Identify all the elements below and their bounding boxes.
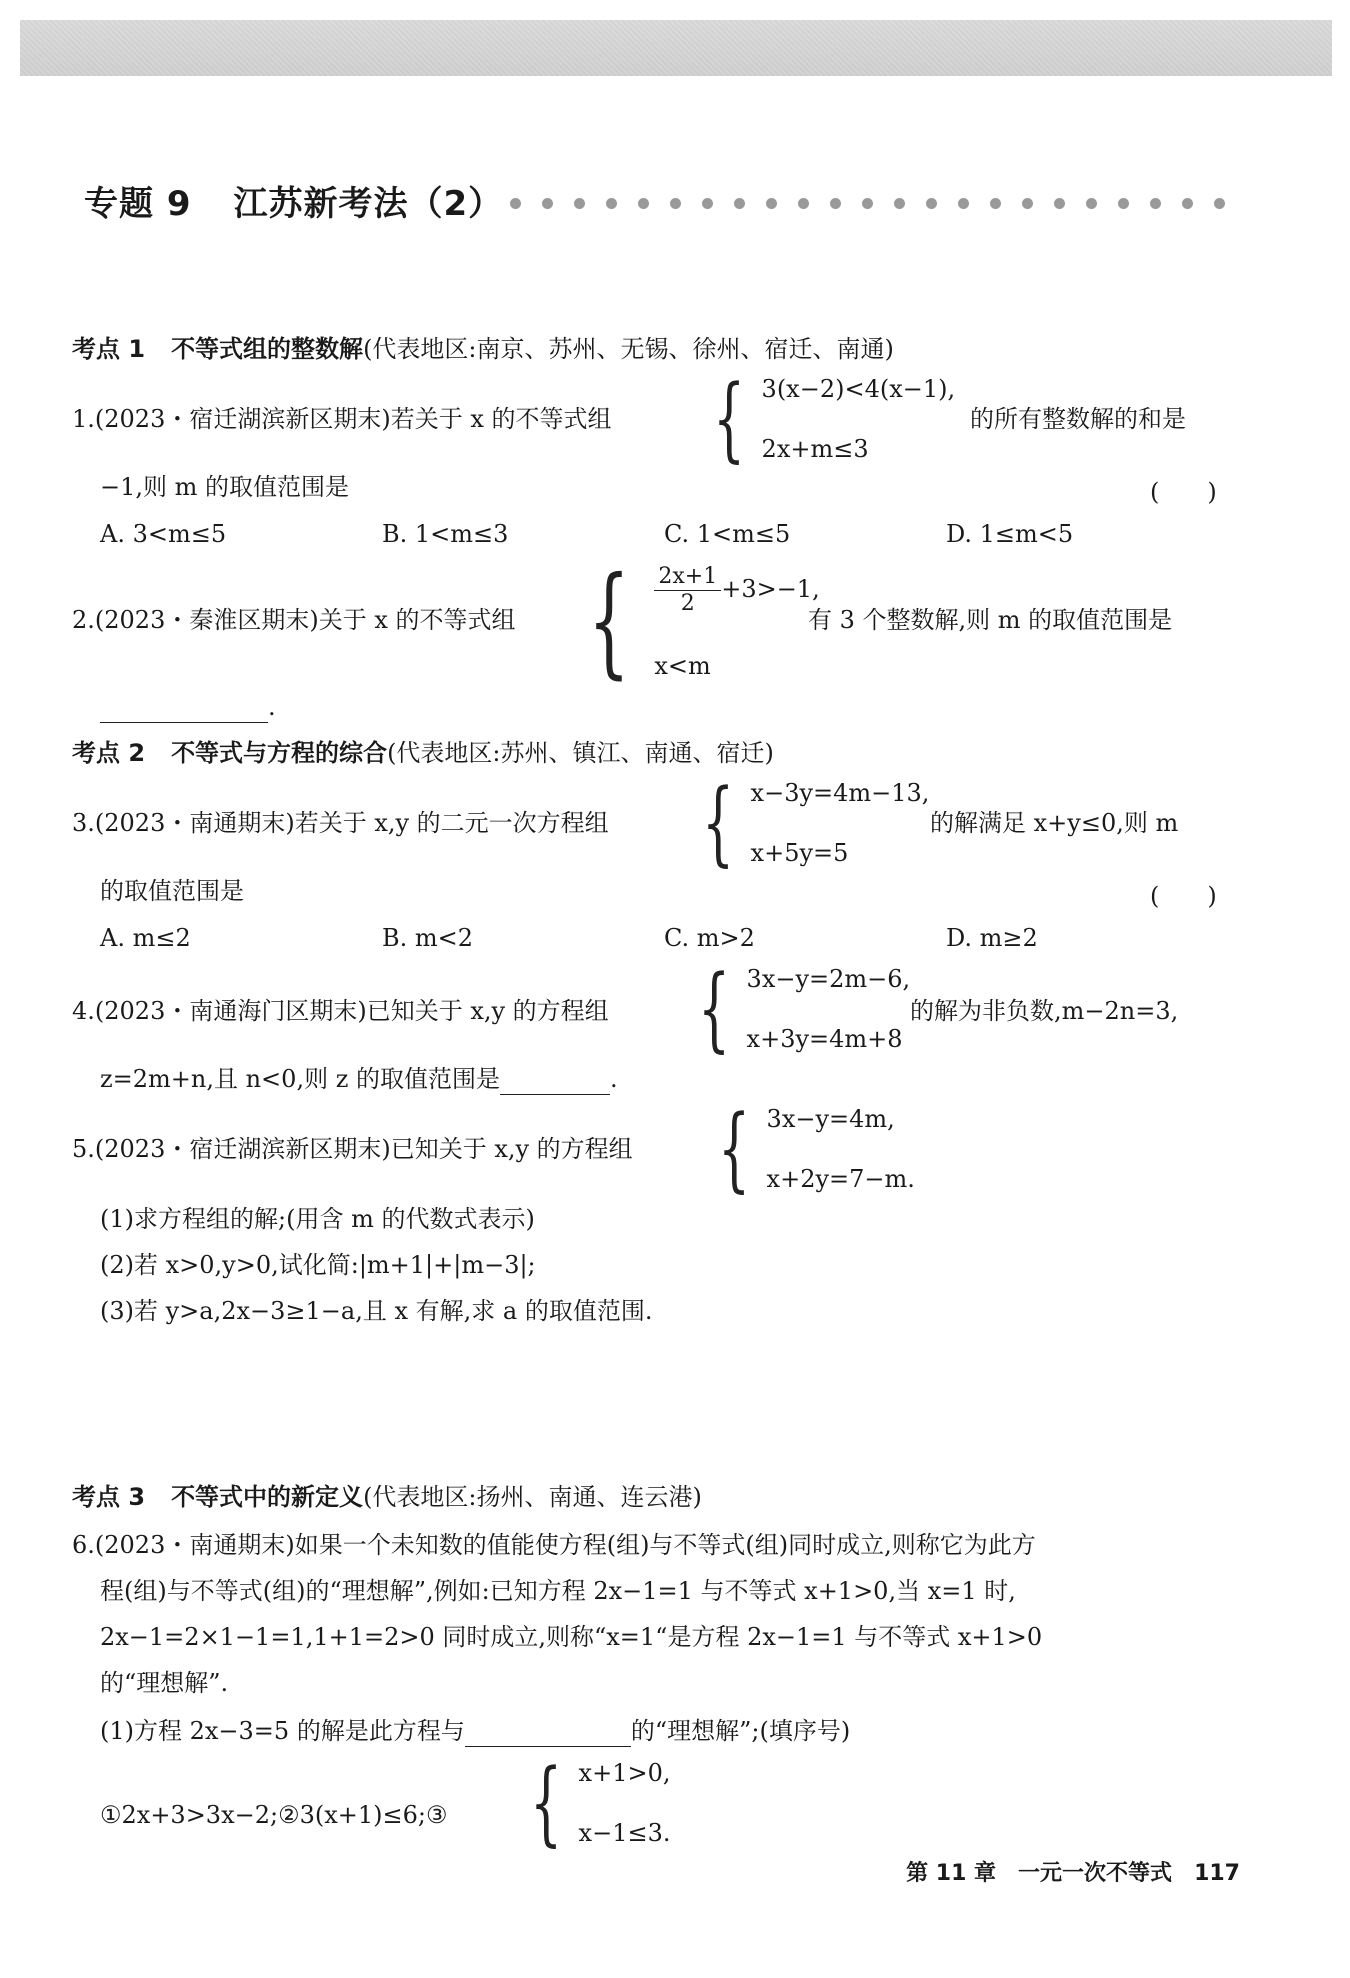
q4-line2: z=2m+n,且 n<0,则 z 的取值范围是 . (100, 1065, 618, 1093)
q6-option3-system: { x+1>0, x−1≤3. (530, 1749, 671, 1856)
q6-options: ①2x+3>3x−2;②3(x+1)≤6;③ (100, 1801, 448, 1829)
q2-suffix: 有 3 个整数解,则 m 的取值范围是 (808, 606, 1173, 634)
q2-prefix: 2.(2023・秦淮区期末)关于 x 的不等式组 (72, 606, 516, 634)
q3-prefix: 3.(2023・南通期末)若关于 x,y 的二元一次方程组 (72, 809, 609, 837)
q6-part1: (1)方程 2x−3=5 的解是此方程与 的“理想解”;(填序号) (100, 1717, 851, 1745)
q5-system: { 3x−y=4m, x+2y=7−m. (718, 1095, 915, 1202)
q3-suffix: 的解满足 x+y≤0,则 m (930, 809, 1179, 837)
q6-line4: 的“理想解”. (100, 1669, 229, 1697)
q5-part1: (1)求方程组的解;(用含 m 的代数式表示) (100, 1205, 535, 1233)
footer-chapter: 第 11 章 (906, 1861, 997, 1886)
q3-answer-paren: ( ) (1150, 882, 1217, 910)
topic-number: 专题 9 (84, 184, 192, 224)
q1-choice-b: B. 1<m≤3 (382, 520, 509, 548)
q1-prefix: 1.(2023・宿迁湖滨新区期末)若关于 x 的不等式组 (72, 405, 612, 433)
q3-line2: 的取值范围是 (100, 877, 244, 905)
page-title (84, 176, 503, 225)
q1-system: { 3(x−2)<4(x−1), 2x+m≤3 (713, 365, 956, 472)
page-number: 117 (1194, 1861, 1240, 1886)
q1-answer-paren: ( ) (1150, 478, 1217, 506)
q4-system: { 3x−y=2m−6, x+3y=4m+8 (698, 955, 911, 1062)
q3-choice-d: D. m≥2 (946, 924, 1038, 952)
section-3-heading: 考点 3 不等式中的新定义(代表地区:扬州、南通、连云港) (72, 1483, 702, 1511)
q6-line3: 2x−1=2×1−1=1,1+1=2>0 同时成立,则称“x=1“是方程 2x−1=1 与不等式 x+1>0 (100, 1623, 1043, 1651)
section-2-heading: 考点 2 不等式与方程的综合(代表地区:苏州、镇江、南通、宿迁) (72, 739, 774, 767)
q2-answer-blank: . (100, 692, 276, 723)
q4-prefix: 4.(2023・南通海门区期末)已知关于 x,y 的方程组 (72, 997, 609, 1025)
q5-prefix: 5.(2023・宿迁湖滨新区期末)已知关于 x,y 的方程组 (72, 1135, 633, 1163)
q1-choice-d: D. 1≤m<5 (946, 520, 1074, 548)
top-scan-bar (20, 20, 1332, 76)
q4-suffix: 的解为非负数,m−2n=3, (910, 997, 1179, 1025)
q3-system: { x−3y=4m−13, x+5y=5 (702, 769, 930, 876)
page-footer (906, 1856, 1240, 1887)
q1-suffix: 的所有整数解的和是 (970, 405, 1186, 433)
q6-line2: 程(组)与不等式(组)的“理想解”,例如:已知方程 2x−1=1 与不等式 x+1>0,当 x=1 时, (100, 1577, 1016, 1605)
section-1-heading: 考点 1 不等式组的整数解(代表地区:南京、苏州、无锡、徐州、宿迁、南通) (72, 335, 894, 363)
q3-choice-a: A. m≤2 (100, 924, 191, 952)
q3-choice-c: C. m>2 (664, 924, 755, 952)
q6-line1: 6.(2023・南通期末)如果一个未知数的值能使方程(组)与不等式(组)同时成立,则称它为此方 (72, 1531, 1036, 1559)
q5-part3: (3)若 y>a,2x−3≥1−a,且 x 有解,求 a 的取值范围. (100, 1297, 653, 1325)
q1-choice-a: A. 3<m≤5 (100, 520, 227, 548)
q5-part2: (2)若 x>0,y>0,试化简:|m+1|+|m−3|; (100, 1251, 536, 1279)
q1-line2: −1,则 m 的取值范围是 (100, 473, 350, 501)
footer-chapter-title: 一元一次不等式 (1018, 1861, 1173, 1886)
q1-choice-c: C. 1<m≤5 (664, 520, 791, 548)
topic-title: 江苏新考法（2） (233, 184, 504, 224)
q2-system: { $\frac{2x+1}{2}$ +3>−1, x<m (588, 552, 820, 691)
title-dot-leader (510, 198, 1225, 209)
q3-choice-b: B. m<2 (382, 924, 474, 952)
